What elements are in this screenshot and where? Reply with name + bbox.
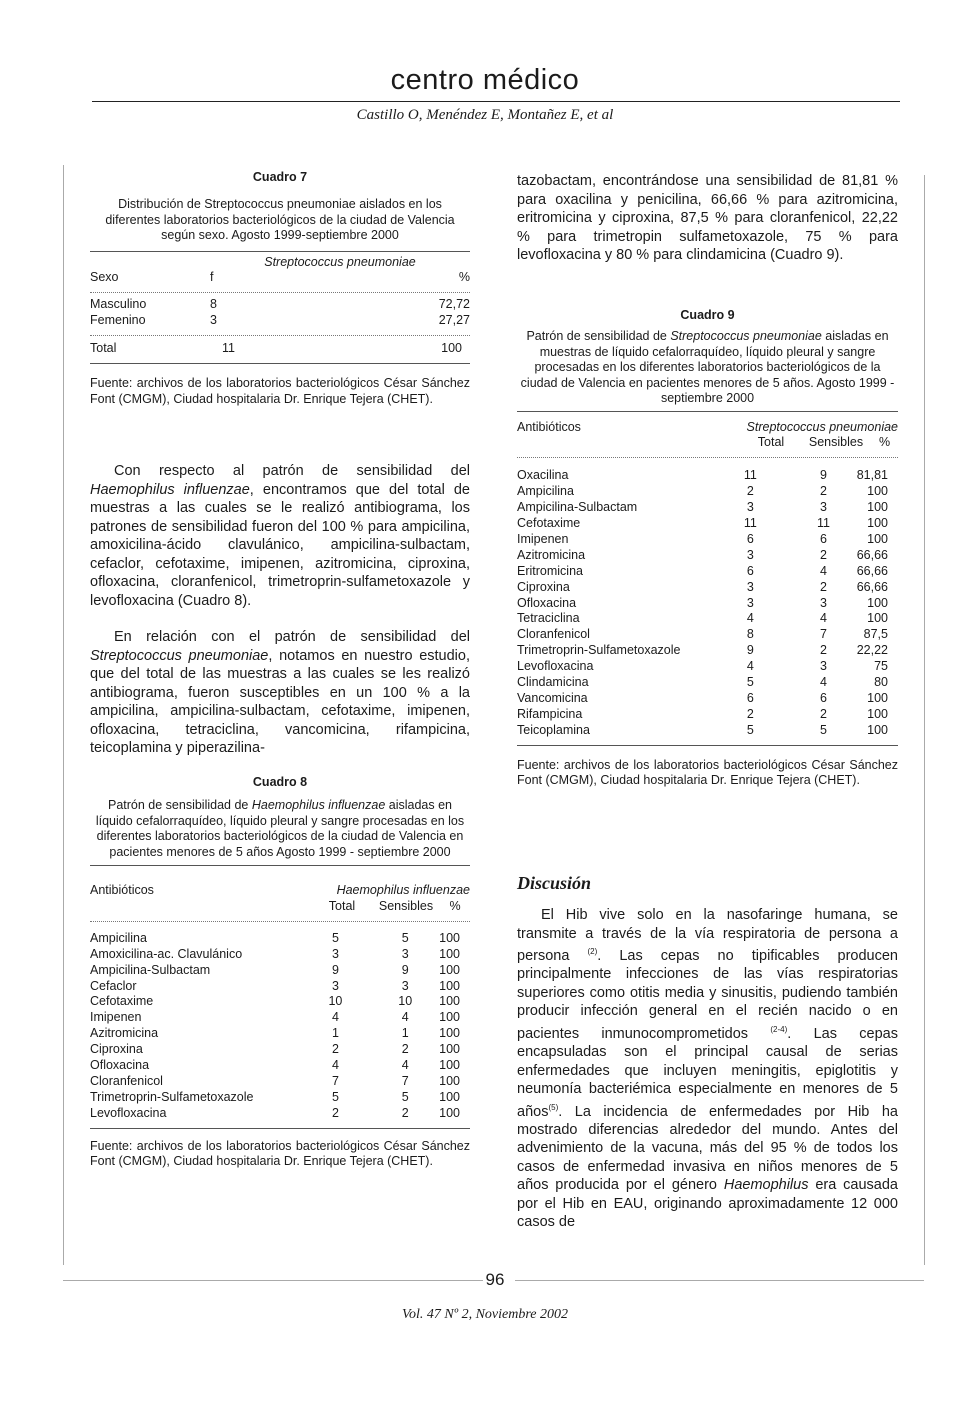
table-row	[90, 1106, 470, 1122]
cuadro7-total-rule	[90, 335, 470, 336]
page-number: 96	[485, 1270, 505, 1289]
antibiotic-name: Imipenen	[517, 531, 569, 546]
cuadro7-body	[90, 297, 470, 329]
cuadro8-bottom-rule	[90, 1128, 470, 1129]
total-count: 3	[331, 978, 339, 993]
table-row	[90, 979, 470, 995]
table-row	[90, 1042, 470, 1058]
percent-value: 100	[439, 1089, 460, 1104]
total-count: 3	[746, 595, 754, 610]
sensitive-count: 2	[819, 579, 827, 594]
antibiotic-name: Clindamicina	[517, 675, 589, 690]
row-label: Femenino	[90, 313, 146, 328]
sensitive-count: 2	[819, 484, 827, 499]
table-row	[517, 516, 898, 532]
table-row	[90, 1074, 470, 1090]
header-rule	[92, 101, 900, 102]
total-count: 6	[746, 563, 754, 578]
percent-value: 87,5	[863, 627, 888, 642]
antibiotic-name: Ampicilina	[517, 484, 574, 499]
antibiotic-name: Ofloxacina	[517, 595, 577, 610]
sensitive-count: 2	[401, 1042, 409, 1057]
sensitive-count: 10	[398, 994, 413, 1009]
percent-value: 100	[867, 722, 888, 737]
left-body-text	[90, 462, 470, 758]
total-count: 2	[746, 706, 754, 721]
antibiotic-name: Rifampicina	[517, 706, 583, 721]
text-run: El Hib vive solo en la nasofaringe humana, se transmite a través de la vía respiratoria de persona a persona	[517, 907, 898, 964]
table-row	[517, 596, 898, 612]
total-count: 11	[743, 468, 757, 483]
cuadro8-caption	[90, 798, 470, 860]
sensitive-count: 4	[401, 1010, 409, 1025]
total-count: 4	[331, 1058, 339, 1073]
right-body-text	[517, 172, 898, 265]
total-count: 10	[328, 994, 343, 1009]
cuadro9-col-pct: %	[878, 435, 891, 450]
percent-value: 100	[867, 516, 888, 531]
table-row	[90, 1090, 470, 1106]
journal-title: centro médico	[390, 64, 580, 96]
sensitive-count: 4	[819, 563, 827, 578]
citation: (5)	[548, 1102, 559, 1112]
citation: (2-4)	[770, 1024, 788, 1034]
text-run: aisladas en líquido cefalorraquídeo, líquido pleural y sangre procesadas en los diferentes laboratorios bacteriológicos de la ciudad de Valencia en pacientes menores de 5 años Agosto 1999 - septiembre 2000	[95, 798, 465, 859]
antibiotic-name: Levofloxacina	[90, 1105, 167, 1120]
text-run: , encontramos que del total de muestras a las cuales se le realizó antibiograma, los patrones de sensibilidad fueron del 100 % para ampicilina, amoxicilina-ácido clavulánico, ampicilina-sulbactam, cefaclor, cefotaxime, imipenen, azitromicina, ciproxina, ofloxacina, cloranfenicol, trimetroprin-sulfametoxazole y levofloxacina (Cuadro 8).	[90, 481, 470, 609]
antibiotic-name: Ofloxacina	[90, 1058, 150, 1073]
total-count: 3	[746, 500, 754, 515]
cuadro7-table	[90, 255, 470, 287]
percent-value: 22,22	[856, 643, 888, 658]
total-count: 2	[331, 1042, 339, 1057]
row-pct: 27,27	[438, 313, 470, 328]
antibiotic-name: Teicoplamina	[517, 722, 590, 737]
cuadro7-head-rule	[90, 292, 470, 293]
row-pct: 72,72	[438, 297, 470, 312]
authors-line: Castillo O, Menéndez E, Montañez E, et al	[356, 107, 614, 123]
sensitive-count: 3	[819, 595, 827, 610]
table-row	[90, 1058, 470, 1074]
percent-value: 100	[867, 706, 888, 721]
total-count: 9	[331, 962, 339, 977]
text-run: Patrón de sensibilidad de	[108, 798, 252, 812]
antibiotic-name: Imipenen	[90, 1010, 142, 1025]
percent-value: 81,81	[856, 468, 888, 483]
table-row	[90, 313, 470, 329]
text-run-italic: Streptococcus pneumoniae	[670, 329, 822, 343]
table-row	[517, 659, 898, 675]
sensitive-count: 2	[819, 643, 827, 658]
text-run: Patrón de sensibilidad de	[526, 329, 671, 343]
table-row	[90, 963, 470, 979]
sensitive-count: 6	[819, 531, 827, 546]
total-count: 4	[746, 659, 754, 674]
table-row	[517, 484, 898, 500]
text-run: Con respecto al patrón de sensibilidad del	[114, 463, 470, 479]
table-row	[90, 994, 470, 1010]
discussion-section	[517, 873, 898, 1232]
total-count: 3	[746, 579, 754, 594]
table-row	[517, 532, 898, 548]
cuadro7-col-f: f	[210, 270, 214, 285]
total-count: 1	[331, 1026, 339, 1041]
percent-value: 80	[874, 675, 888, 690]
cuadro8-col-pct: %	[449, 898, 461, 913]
percent-value: 100	[439, 1105, 460, 1120]
sensitive-count: 3	[401, 946, 409, 961]
total-count: 11	[743, 516, 757, 531]
table-row	[517, 707, 898, 723]
antibiotic-name: Levofloxacina	[517, 659, 594, 674]
cuadro9-top-rule	[517, 411, 898, 412]
antibiotic-name: Azitromicina	[90, 1026, 159, 1041]
percent-value: 100	[439, 994, 460, 1009]
text-run: En relación con el patrón de sensibilidad del	[114, 629, 470, 645]
sensitive-count: 9	[401, 962, 409, 977]
table-row	[90, 297, 470, 313]
cuadro9-bottom-rule	[517, 745, 898, 746]
total-f: 11	[222, 341, 235, 356]
cuadro9-caption	[517, 329, 898, 407]
antibiotic-name: Tetraciclina	[517, 611, 580, 626]
percent-value: 100	[439, 1058, 460, 1073]
percent-value: 100	[439, 962, 460, 977]
table-row	[517, 643, 898, 659]
cuadro8	[90, 775, 470, 1170]
total-count: 4	[746, 611, 754, 626]
cuadro7-organism: Streptococcus pneumoniae	[264, 254, 416, 269]
total-count: 7	[331, 1073, 339, 1088]
table-row	[90, 1010, 470, 1026]
table-row	[90, 1026, 470, 1042]
total-count: 4	[331, 1010, 339, 1025]
antibiotic-name: Ampicilina-Sulbactam	[90, 962, 211, 977]
paragraph: tazobactam, encontrándose una sensibilidad de 81,81 % para oxacilina y penicilina, 66,66 % para azitromicina, eritromicina y ciproxina, 87,5 % para cloranfenicol, 22,22 % para trimetropin sulfametoxazole, 75 % para levofloxacina y 80 % para clindamicina (Cuadro 9).	[517, 173, 898, 263]
percent-value: 100	[867, 500, 888, 515]
cuadro7-bottom-rule	[90, 363, 470, 364]
percent-value: 100	[867, 691, 888, 705]
cuadro7	[90, 170, 470, 407]
cuadro7-caption: Distribución de Streptococcus pneumoniae aislados en los diferentes laboratorios bacteriológicos de la ciudad de Valencia según sexo. Agosto 1999-septiembre 2000	[105, 197, 455, 242]
antibiotic-name: Ciproxina	[90, 1042, 143, 1057]
text-run: aisladas en muestras de líquido cefalorraquídeo, líquido pleural y sangre procesadas en los diferentes laboratorios bacteriológicos de la ciudad de Valencia en pacientes menores de 5 años. Agosto 1999 - septiembre 2000	[520, 329, 895, 405]
percent-value: 75	[874, 659, 888, 674]
percent-value: 100	[867, 611, 888, 626]
sensitive-count: 9	[819, 468, 827, 483]
sensitive-count: 6	[819, 691, 827, 705]
text-run: . La incidencia de enfermedades por Hib ha mostrado diferencias alrededor del mundo. Antes del advenimiento de la vacuna, más del 95 % de todos los casos de enfermedad invasiva en niños menores de 5 años producida por el género	[517, 1103, 898, 1194]
table-row	[517, 468, 898, 484]
total-count: 9	[746, 643, 754, 658]
table-row	[517, 548, 898, 564]
percent-value: 100	[439, 978, 460, 993]
antibiotic-name: Cefotaxime	[90, 994, 154, 1009]
text-run: era causada por el Hib en EAU, originando aproximadamente 12 000 casos de	[517, 1177, 898, 1231]
total-count: 5	[331, 930, 339, 945]
antibiotic-name: Ampicilina	[90, 930, 147, 945]
text-run-italic: Streptococcus pneumoniae	[90, 647, 269, 664]
text-run-italic: Haemophilus influenzae	[90, 481, 250, 498]
sensitive-count: 2	[819, 547, 827, 562]
cuadro7-col-sexo: Sexo	[90, 270, 119, 285]
cuadro8-title: Cuadro 8	[252, 775, 308, 789]
sensitive-count: 5	[819, 722, 827, 737]
sensitive-count: 3	[401, 978, 409, 993]
sensitive-count: 4	[819, 611, 827, 626]
antibiotic-name: Cefaclor	[90, 978, 137, 993]
antibiotic-name: Trimetroprin-Sulfametoxazole	[90, 1089, 254, 1104]
cuadro8-body	[90, 931, 470, 1122]
frame-bottom-line-right	[515, 1280, 924, 1281]
total-count: 8	[746, 627, 754, 642]
paragraph	[517, 906, 898, 1232]
percent-value: 100	[439, 1042, 460, 1057]
sensitive-count: 2	[819, 706, 827, 721]
total-count: 2	[331, 1105, 339, 1120]
antibiotic-name: Azitromicina	[517, 547, 586, 562]
antibiotic-name: Ampicilina-Sulbactam	[517, 500, 638, 515]
table-row	[517, 627, 898, 643]
cuadro9-head-rule	[517, 457, 898, 458]
sensitive-count: 5	[401, 1089, 409, 1104]
row-f: 3	[210, 313, 217, 328]
sensitive-count: 7	[819, 627, 827, 642]
total-pct: 100	[441, 341, 462, 356]
sensitive-count: 3	[819, 659, 827, 674]
antibiotic-name: Oxacilina	[517, 468, 569, 483]
sensitive-count: 2	[401, 1105, 409, 1120]
sensitive-count: 1	[401, 1026, 409, 1041]
text-run: , notamos en nuestro estudio, que del total de las muestras a las cuales se les realizó antibiograma, fueron susceptibles en un 100 % a la ampicilina, ampicilina-sulbactam, cefotaxime, imipenen, ofloxacina, tetraciclina, vancomicina, rifampicina, teicoplamina y piperazilina-	[90, 647, 470, 756]
table-row	[517, 723, 898, 739]
cuadro9-col-total: Total	[757, 435, 785, 450]
cuadro7-top-rule	[90, 251, 470, 252]
cuadro9-source: Fuente: archivos de los laboratorios bacteriológicos César Sánchez Font (CMGM), Ciudad hospitalaria Dr. Enrique Tejera (CHET).	[517, 757, 898, 788]
antibiotic-name: Cloranfenicol	[90, 1073, 163, 1088]
percent-value: 66,66	[856, 579, 888, 594]
cuadro9	[517, 308, 898, 789]
sensitive-count: 11	[816, 516, 830, 531]
total-count: 5	[331, 1089, 339, 1104]
cuadro9-organism: Streptococcus pneumoniae	[746, 419, 898, 434]
sensitive-count: 3	[819, 500, 827, 515]
antibiotic-name: Cloranfenicol	[517, 627, 590, 642]
cuadro8-col-antibioticos: Antibióticos	[90, 883, 154, 897]
cuadro9-body	[517, 468, 898, 738]
sensitive-count: 4	[401, 1058, 409, 1073]
total-count: 2	[746, 484, 754, 499]
cuadro8-top-rule	[90, 865, 470, 866]
percent-value: 100	[439, 1073, 460, 1088]
text-run-italic: Haemophilus influenzae	[251, 798, 386, 812]
paragraph	[90, 628, 470, 758]
frame-bottom-line-left	[63, 1280, 483, 1281]
table-row	[517, 691, 898, 707]
text-run-italic: Haemophilus	[723, 1177, 809, 1194]
table-row	[517, 580, 898, 596]
percent-value: 100	[867, 484, 888, 499]
text-run: . Las cepas encapsuladas son el principal causal de serias enfermedades que incluyen meningitis, epiglotitis y neumonía bacteriémica especialmente en menores de 5 años	[517, 1025, 898, 1120]
cuadro8-organism: Haemophilus influenzae	[336, 883, 470, 897]
row-f: 8	[210, 297, 217, 312]
antibiotic-name: Eritromicina	[517, 563, 583, 578]
total-count: 3	[746, 547, 754, 562]
cuadro8-col-sensibles: Sensibles	[378, 898, 434, 913]
total-label: Total	[90, 341, 117, 356]
percent-value: 100	[439, 946, 460, 961]
cuadro9-header	[517, 420, 898, 452]
total-count: 5	[746, 675, 754, 690]
cuadro9-col-antibioticos: Antibióticos	[517, 419, 581, 434]
sensitive-count: 4	[819, 675, 827, 690]
total-count: 6	[746, 691, 754, 705]
percent-value: 100	[439, 1010, 460, 1025]
discussion-heading: Discusión	[517, 873, 592, 893]
table-row	[517, 564, 898, 580]
cuadro9-col-sensibles: Sensibles	[808, 435, 864, 450]
sensitive-count: 5	[401, 930, 409, 945]
antibiotic-name: Ciproxina	[517, 579, 570, 594]
table-row	[517, 675, 898, 691]
cuadro8-header	[90, 883, 470, 915]
table-row	[517, 500, 898, 516]
cuadro7-title: Cuadro 7	[252, 170, 308, 184]
antibiotic-name: Amoxicilina-ac. Clavulánico	[90, 946, 243, 961]
total-count: 6	[746, 531, 754, 546]
frame-left-line	[63, 165, 64, 1265]
percent-value: 66,66	[856, 547, 888, 562]
text-run: . Las cepas no tipificables producen principalmente infecciones de las vías respiratorias superiores como otitis media y sinusitis, pudiendo también producir infección general en el recién nacido o en pacientes inmunocomprometidos	[517, 947, 898, 1042]
table-row	[90, 947, 470, 963]
table-row	[517, 611, 898, 627]
percent-value: 100	[867, 595, 888, 610]
percent-value: 100	[439, 930, 460, 945]
antibiotic-name: Cefotaxime	[517, 516, 581, 531]
cuadro8-head-rule	[90, 921, 470, 922]
citation: (2)	[587, 947, 598, 956]
table-row	[90, 931, 470, 947]
antibiotic-name: Vancomicina	[517, 691, 588, 705]
row-label: Masculino	[90, 297, 147, 312]
sensitive-count: 7	[401, 1073, 409, 1088]
cuadro7-col-pct: %	[458, 270, 470, 285]
frame-right-line	[924, 175, 925, 1265]
percent-value: 100	[867, 531, 888, 546]
cuadro9-title: Cuadro 9	[680, 308, 735, 322]
percent-value: 100	[439, 1026, 460, 1041]
total-row	[90, 341, 470, 357]
cuadro7-total	[90, 341, 470, 357]
total-count: 3	[331, 946, 339, 961]
cuadro8-col-total: Total	[328, 898, 356, 913]
total-count: 5	[746, 722, 754, 737]
cuadro7-source: Fuente: archivos de los laboratorios bacteriológicos César Sánchez Font (CMGM), Ciudad hospitalaria Dr. Enrique Tejera (CHET).	[90, 376, 470, 406]
cuadro8-source: Fuente: archivos de los laboratorios bacteriológicos César Sánchez Font (CMGM), Ciudad hospitalaria Dr. Enrique Tejera (CHET).	[90, 1138, 470, 1169]
percent-value: 66,66	[856, 563, 888, 578]
paragraph	[90, 462, 470, 610]
footer-volume: Vol. 47 Nº 2, Noviembre 2002	[402, 1307, 568, 1322]
antibiotic-name: Trimetroprin-Sulfametoxazole	[517, 643, 681, 658]
